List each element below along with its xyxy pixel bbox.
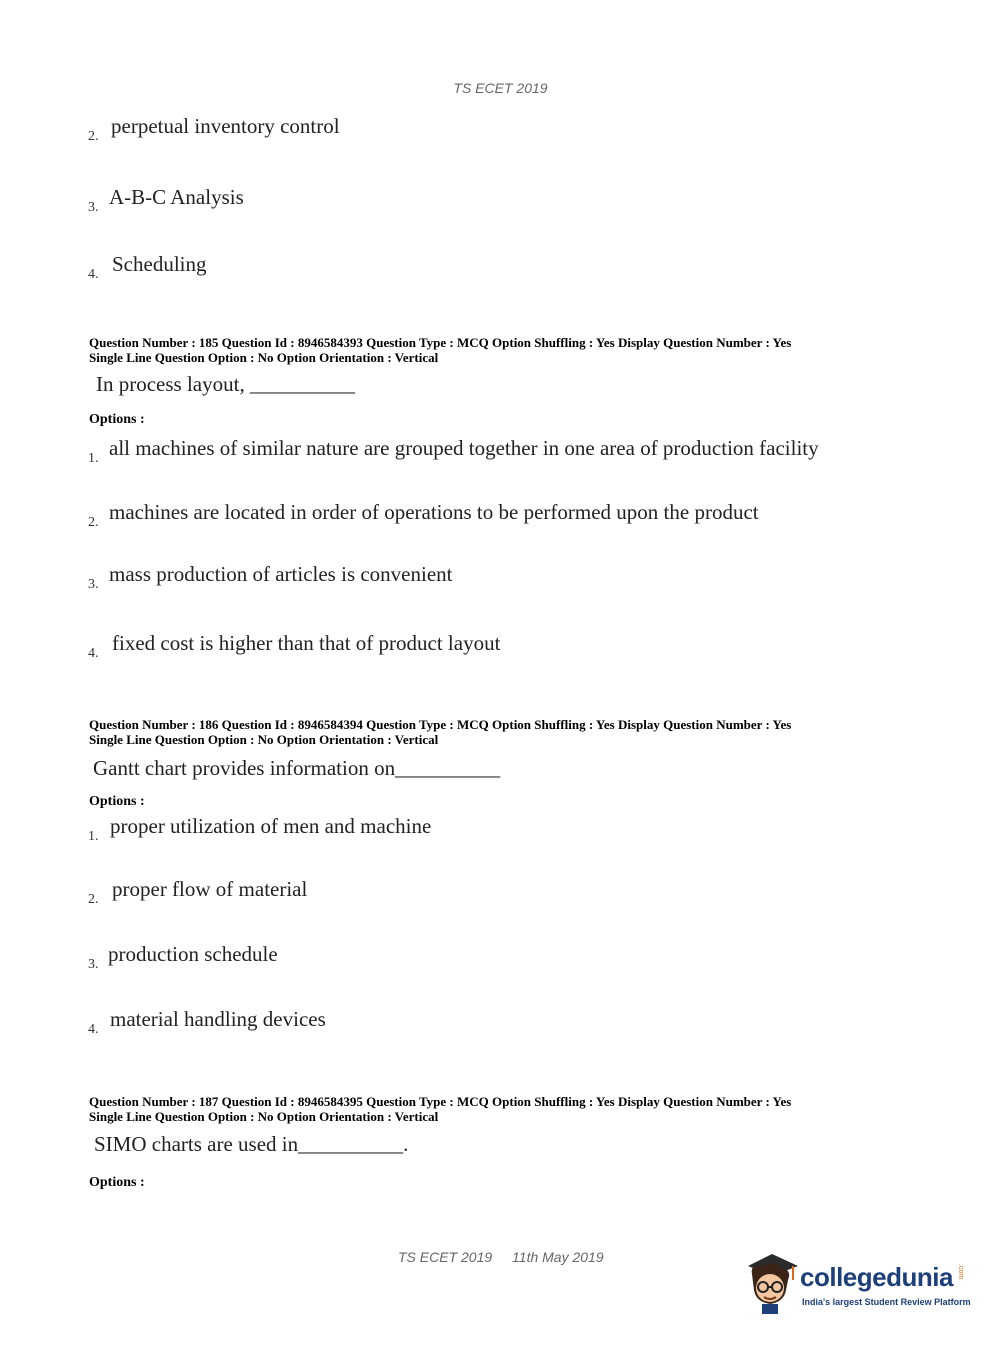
option-text: Scheduling	[112, 252, 207, 276]
collegedunia-logo	[742, 1250, 972, 1320]
question-text: Gantt chart provides information on__________	[93, 756, 501, 780]
option-item	[88, 1007, 908, 1047]
option-number: 3.	[88, 200, 99, 215]
option-number: 4.	[88, 1022, 99, 1037]
option-text: fixed cost is higher than that of product layout	[112, 631, 501, 655]
option-text: A-B-C Analysis	[109, 185, 244, 209]
option-text: production schedule	[108, 942, 278, 966]
question-meta-line: Single Line Question Option : No Option Orientation : Vertical	[89, 732, 439, 747]
logo-dotcom: .com	[957, 1264, 964, 1280]
footer-date: 11th May 2019	[512, 1249, 604, 1265]
question-text: In process layout, __________	[96, 372, 355, 396]
option-number: 2.	[88, 515, 99, 530]
logo-tagline: India's largest Student Review Platform	[802, 1297, 971, 1307]
option-number: 3.	[88, 957, 99, 972]
question-meta	[89, 1094, 909, 1124]
option-item	[88, 562, 908, 602]
options-label: Options :	[89, 412, 145, 427]
option-text: machines are located in order of operations to be performed upon the product	[109, 500, 759, 524]
question-meta-line: Single Line Question Option : No Option Orientation : Vertical	[89, 350, 439, 365]
footer-exam: TS ECET 2019	[398, 1249, 493, 1265]
options-label: Options :	[89, 1175, 145, 1190]
option-number: 4.	[88, 267, 99, 282]
option-number: 2.	[88, 129, 99, 144]
option-item	[88, 877, 908, 917]
question-meta	[89, 335, 909, 365]
option-number: 1.	[88, 451, 99, 466]
page-header: TS ECET 2019	[453, 80, 548, 96]
option-item	[88, 500, 908, 540]
question-meta	[89, 717, 909, 747]
option-item	[88, 814, 908, 854]
question-text: SIMO charts are used in__________.	[94, 1132, 409, 1156]
option-number: 1.	[88, 829, 99, 844]
mascot-icon	[742, 1250, 800, 1318]
options-label: Options :	[89, 794, 145, 809]
option-item	[88, 252, 908, 292]
option-text: all machines of similar nature are grouped together in one area of production facility	[109, 436, 819, 460]
question-meta-line: Question Number : 185 Question Id : 8946584393 Question Type : MCQ Option Shuffling : Yes Display Question Number : Yes	[89, 335, 792, 350]
option-item	[88, 942, 908, 982]
question-meta-line: Single Line Question Option : No Option Orientation : Vertical	[89, 1109, 439, 1124]
option-number: 4.	[88, 646, 99, 661]
page-footer	[398, 1249, 604, 1265]
option-item	[88, 436, 908, 476]
question-meta-line: Question Number : 186 Question Id : 8946584394 Question Type : MCQ Option Shuffling : Yes Display Question Number : Yes	[89, 717, 792, 732]
logo-brand: collegedunia	[800, 1262, 953, 1292]
option-text: mass production of articles is convenient	[109, 562, 453, 586]
option-number: 3.	[88, 577, 99, 592]
option-text: proper flow of material	[112, 877, 308, 901]
option-text: material handling devices	[110, 1007, 326, 1031]
option-text: perpetual inventory control	[111, 114, 340, 138]
option-item	[88, 114, 908, 154]
option-item	[88, 631, 908, 671]
option-number: 2.	[88, 892, 99, 907]
question-meta-line: Question Number : 187 Question Id : 8946584395 Question Type : MCQ Option Shuffling : Yes Display Question Number : Yes	[89, 1094, 792, 1109]
option-text: proper utilization of men and machine	[110, 814, 432, 838]
option-item	[88, 185, 908, 225]
